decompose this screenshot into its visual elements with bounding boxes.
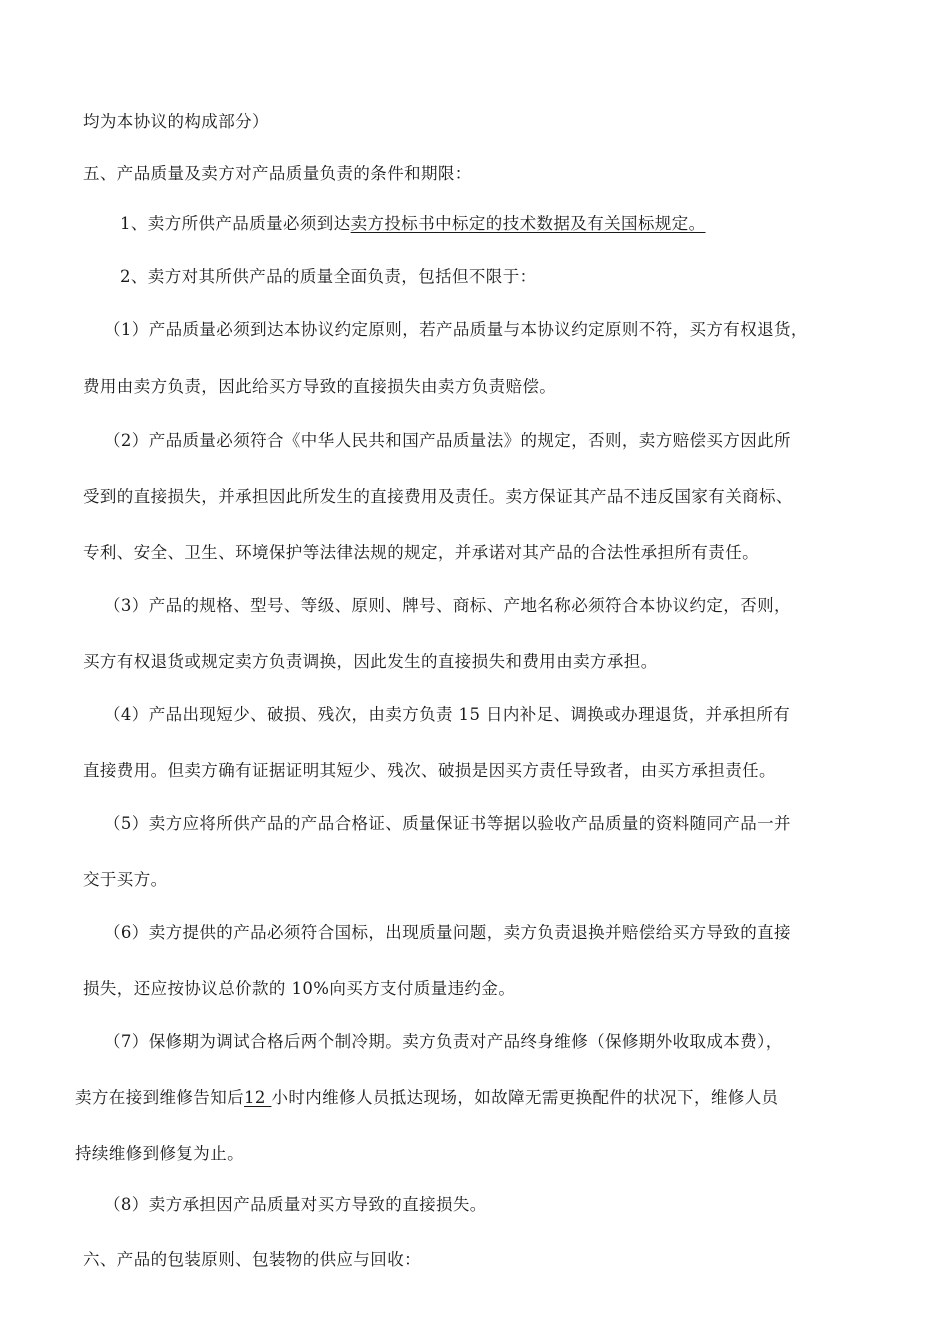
paragraph-line: 均为本协议的构成部分） (83, 112, 269, 131)
underlined-hours-value: 12 (244, 1088, 272, 1107)
item-2-line-3: 专利、安全、卫生、环境保护等法律法规的规定，并承诺对其产品的合法性承担所有责任。 (83, 543, 759, 562)
underlined-fill-in: 卖方投标书中标定的技术数据及有关国标规定。 (350, 214, 706, 233)
item-5-line-1: （5）卖方应将所供产品的产品合格证、质量保证书等据以验收产品质量的资料随同产品一并 (104, 814, 791, 833)
item-3-line-2: 买方有权退货或规定卖方负责调换，因此发生的直接损失和费用由卖方承担。 (83, 652, 658, 671)
item-2-line-2: 受到的直接损失，并承担因此所发生的直接费用及责任。卖方保证其产品不违反国家有关商标、 (83, 487, 793, 506)
section-heading-packaging: 六、产品的包装原则、包装物的供应与回收： (83, 1250, 421, 1269)
item-7-line-1: （7）保修期为调试合格后两个制冷期。卖方负责对产品终身维修（保修期外收取成本费）， (104, 1032, 783, 1051)
clause-1-text: 1、卖方所供产品质量必须到达 (120, 214, 351, 233)
item-4-line-2: 直接费用。但卖方确有证据证明其短少、残次、破损是因买方责任导致者，由买方承担责任。 (83, 761, 776, 780)
item-7-text-after: 小时内维修人员抵达现场，如故障无需更换配件的状况下，维修人员 (271, 1088, 779, 1107)
item-8-line-1: （8）卖方承担因产品质量对买方导致的直接损失。 (104, 1195, 487, 1214)
item-7-line-3: 持续维修到修复为止。 (75, 1144, 244, 1163)
item-1-line-1: （1）产品质量必须到达本协议约定原则，若产品质量与本协议约定原则不符，买方有权退货， (104, 320, 808, 339)
section-heading-quality: 五、产品质量及卖方对产品质量负责的条件和期限： (83, 164, 472, 183)
item-7-text-before: 卖方在接到维修告知后 (75, 1088, 244, 1107)
item-7-line-2 (75, 1087, 778, 1109)
item-6-line-2: 损失，还应按协议总价款的 10%向买方支付质量违约金。 (83, 979, 516, 998)
item-2-line-1: （2）产品质量必须符合《中华人民共和国产品质量法》的规定，否则，卖方赔偿买方因此所 (104, 431, 791, 450)
clause-2: 2、卖方对其所供产品的质量全面负责，包括但不限于： (120, 267, 537, 286)
item-4-line-1: （4）产品出现短少、破损、残次，由卖方负责 15 日内补足、调换或办理退货，并承担所有 (104, 705, 791, 724)
clause-1 (120, 213, 706, 235)
item-1-line-2: 费用由卖方负责，因此给买方导致的直接损失由卖方负责赔偿。 (83, 377, 557, 396)
item-3-line-1: （3）产品的规格、型号、等级、原则、牌号、商标、产地名称必须符合本协议约定，否则， (104, 596, 791, 615)
item-5-line-2: 交于买方。 (83, 870, 168, 889)
item-6-line-1: （6）卖方提供的产品必须符合国标，出现质量问题，卖方负责退换并赔偿给买方导致的直接 (104, 923, 791, 942)
